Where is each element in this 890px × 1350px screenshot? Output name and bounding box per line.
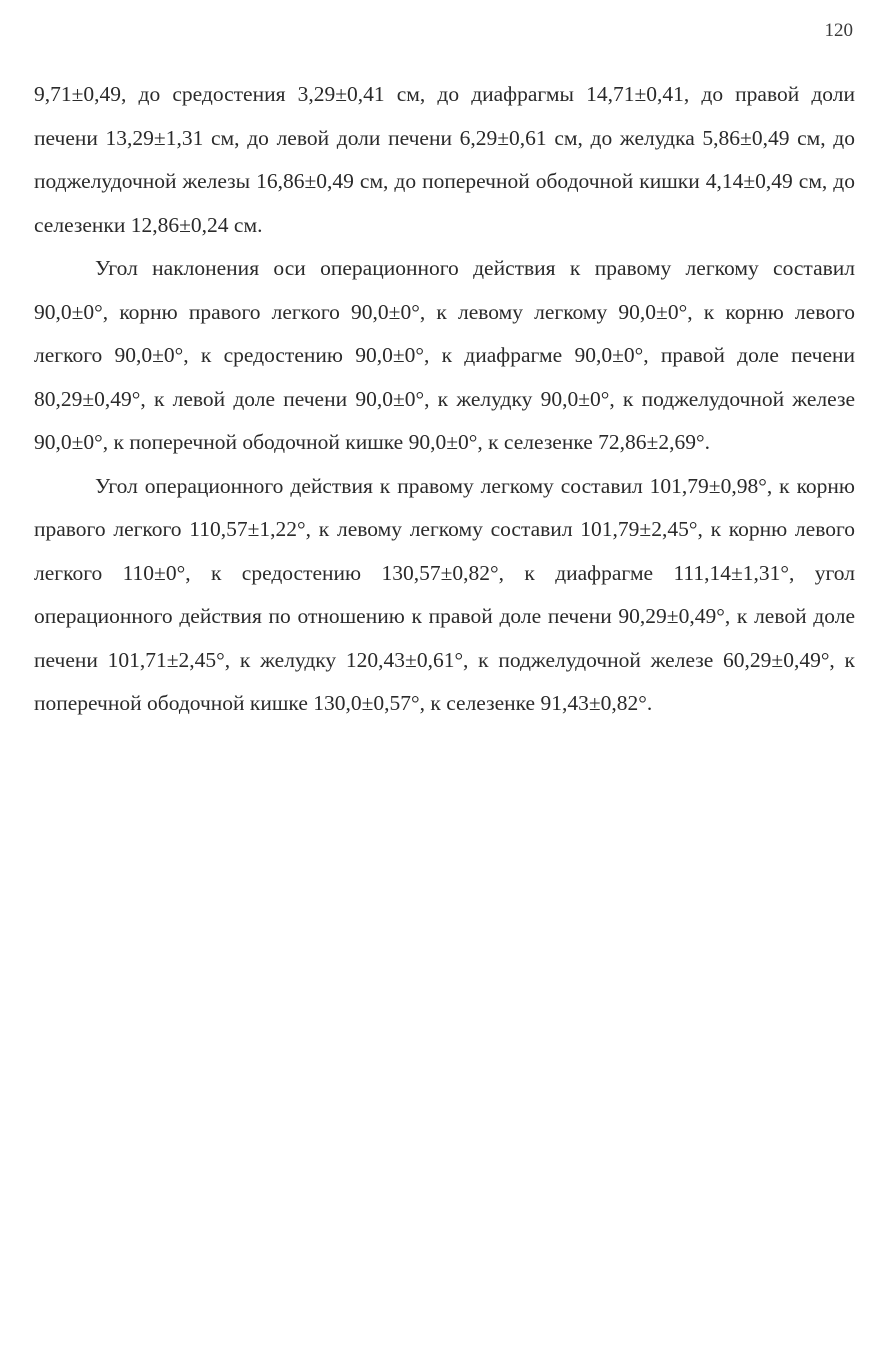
body-text [34,73,855,726]
page-number: 120 [824,20,853,41]
paragraph-distances: 9,71±0,49, до средостения 3,29±0,41 см, до диафрагмы 14,71±0,41, до правой доли печени 13,29±1,31 см, до левой доли печени 6,29±0,61 см, до желудка 5,86±0,49 см, до поджелудочной железы 16,86±0,49 см, до поперечной ободочной кишки 4,14±0,49 см, до селезенки 12,86±0,24 см. [34,82,855,237]
paragraph-inclination-angles: Угол наклонения оси операционного действия к правому легкому составил 90,0±0°, корню правого легкого 90,0±0°, к левому легкому 90,0±0°, к корню левого легкого 90,0±0°, к средостению 90,0±0°, к диафрагме 90,0±0°, правой доле печени 80,29±0,49°, к левой доле печени 90,0±0°, к желудку 90,0±0°, к поджелудочной железе 90,0±0°, к поперечной ободочной кишке 90,0±0°, к селезенке 72,86±2,69°. [34,256,855,454]
paragraph-operational-angles: Угол операционного действия к правому легкому составил 101,79±0,98°, к корню правого легкого 110,57±1,22°, к левому легкому составил 101,79±2,45°, к корню левого легкого 110±0°, к средостению 130,57±0,82°, к диафрагме 111,14±1,31°, угол операционного действия по отношению к правой доле печени 90,29±0,49°, к левой доле печени 101,71±2,45°, к желудку 120,43±0,61°, к поджелудочной железе 60,29±0,49°, к поперечной ободочной кишке 130,0±0,57°, к селезенке 91,43±0,82°. [34,473,855,715]
